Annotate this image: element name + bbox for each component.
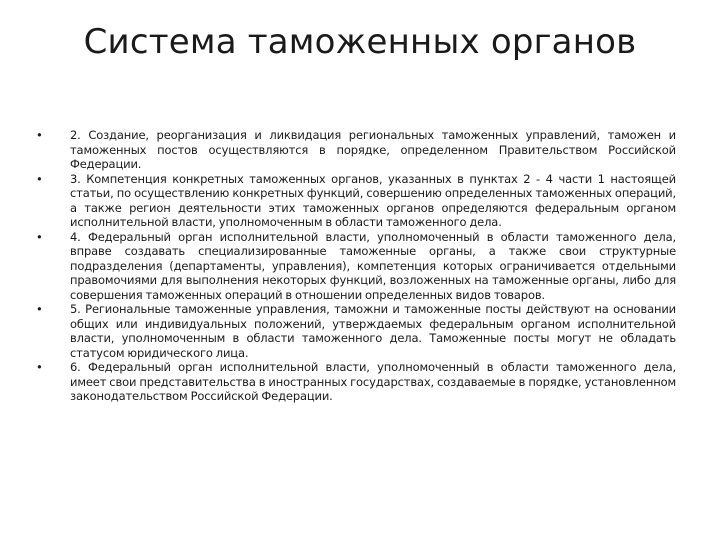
list-item (36, 128, 676, 172)
list-item (36, 302, 676, 360)
bullet-icon: • (36, 229, 43, 244)
slide-title: Система таможенных органов (83, 22, 637, 62)
list-item (36, 360, 676, 404)
bullet-icon: • (36, 128, 43, 142)
bullet-text: 6. Федеральный орган исполнительной власти, уполномоченный в области таможенного дела, имеет свои представительства в иностранных государствах, создаваемые в порядке, установленном законодательством Российской Федерации. (70, 360, 676, 403)
bullet-icon: • (36, 171, 43, 186)
bullet-icon: • (36, 302, 43, 316)
bullet-text: 3. Компетенция конкретных таможенных органов, указанных в пунктах 2 - 4 части 1 настоящей статьи, по осуществлению конкретных функций, совершению определенных таможенных операций, а также регион деятельности этих таможенных органов определяются федеральным органом исполнительной власти, уполномоченным в области таможенного дела. (70, 171, 676, 229)
list-item (36, 172, 676, 230)
list-item (36, 230, 676, 303)
bullet-icon: • (36, 360, 43, 374)
bullet-text: 2. Создание, реорганизация и ликвидация региональных таможенных управлений, таможен и таможенных постов осуществляются в порядке, определенном Правительством Российской Федерации. (70, 128, 676, 171)
bullet-text: 4. Федеральный орган исполнительной власти, уполномоченный в области таможенного дела, вправе создавать специализированные таможенные органы, а также свои структурные подразделения (департаменты, управления), компетенция которых ограничивается отдельными правомочиями для выполнения некоторых функций, возложенных на таможенные органы, либо для совершения таможенных операций в отношении определенных видов товаров. (70, 229, 676, 302)
bullet-list (36, 128, 676, 404)
bullet-text: 5. Региональные таможенные управления, таможни и таможенные посты действуют на основании общих или индивидуальных положений, утверждаемых федеральным органом исполнительной власти, уполномоченным в области таможенного дела. Таможенные посты могут не обладать статусом юридического лица. (70, 302, 676, 360)
